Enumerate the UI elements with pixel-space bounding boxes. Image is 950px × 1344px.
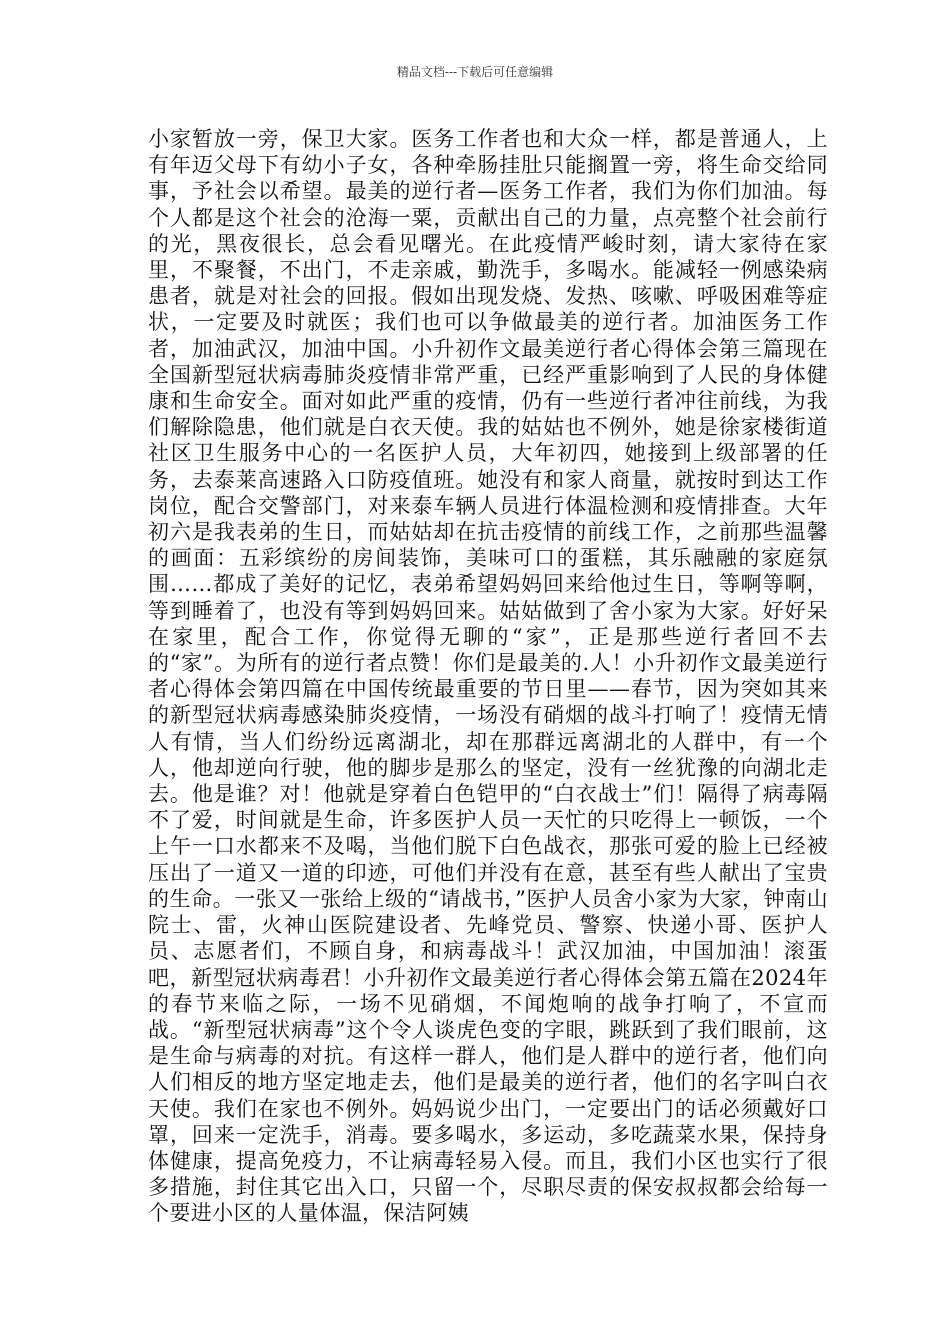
body-paragraph: 小家暂放一旁，保卫大家。医务工作者也和大众一样，都是普通人，上有年迈父母下有幼小子女，各种牵肠挂肚只能搁置一旁，将生命交给同事，予社会以希望。最美的逆行者—医务工作者，我们为你们加油。每个人都是这个社会的沧海一粟，贡献出自己的力量，点亮整个社会前行的光，黑夜很长，总会看见曙光。在此疫情严峻时刻，请大家待在家里，不聚餐，不出门，不走亲戚，勤洗手，多喝水。能减轻一例感染病患者，就是对社会的回报。假如出现发烧、发热、咳嗽、呼吸困难等症状，一定要及时就医；我们也可以争做最美的逆行者。加油医务工作者，加油武汉，加油中国。小升初作文最美逆行者心得体会第三篇现在全国新型冠状病毒肺炎疫情非常严重，已经严重影响到了人民的身体健康和生命安全。面对如此严重的疫情，仍有一些逆行者冲往前线，为我们解除隐患，他们就是白衣天使。我的姑姑也不例外，她是徐家楼街道社区卫生服务中心的一名医护人员，大年初四，她接到上级部署的任务，去泰莱高速路入口防疫值班。她没有和家人商量，就按时到达工作岗位，配合交警部门，对来泰车辆人员进行体温检测和疫情排查。大年初六是我表弟的生日，而姑姑却在抗击疫情的前线工作，之前那些温馨的画面：五彩缤纷的房间装饰，美味可口的蛋糕，其乐融融的家庭氛围……都成了美好的记忆，表弟希望妈妈回来给他过生日，等啊等啊，等到睡着了，也没有等到妈妈回来。姑姑做到了舍小家为大家。好好呆在家里，配合工作，你觉得无聊的“家”，正是那些逆行者回不去的“家”。为所有的逆行者点赞！你们是最美的.人！小升初作文最美逆行者心得体会第四篇在中国传统最重要的节日里——春节，因为突如其来的新型冠状病毒感染肺炎疫情，一场没有硝烟的战斗打响了！疫情无情人有情，当人们纷纷远离湖北，却在那群远离湖北的人群中，有一个人，他却逆向行驶，他的脚步是那么的坚定，没有一丝犹豫的向湖北走去。他是谁？对！他就是穿着白色铠甲的“白衣战士”们！隔得了病毒隔不了爱，时间就是生命，许多医护人员一天忙的只吃得上一顿饭，一个上午一口水都来不及喝，当他们脱下白色战衣，那张可爱的脸上已经被压出了一道又一道的印迹，可他们并没有在意，甚至有些人献出了宝贵的生命。一张又一张给上级的“请战书，”医护人员舍小家为大家，钟南山院士、雷，火神山医院建设者、先峰党员、警察、快递小哥、医护人员、志愿者们，不顾自身，和病毒战斗！武汉加油，中国加油！滚蛋吧，新型冠状病毒君！小升初作文最美逆行者心得体会第五篇在2024年的春节来临之际，一场不见硝烟，不闻炮响的战争打响了，不宣而战。“新型冠状病毒”这个令人谈虎色变的字眼，跳跃到了我们眼前，这是生命与病毒的对抗。有这样一群人，他们是人群中的逆行者，他们向人们相反的地方坚定地走去，他们是最美的逆行者，他们的名字叫白衣天使。我们在家也不例外。妈妈说少出门，一定要出门的话必须戴好口罩，回来一定洗手，消毒。要多喝水，多运动，多吃蔬菜水果，保持身体健康，提高免疫力，不让病毒轻易入侵。而且，我们小区也实行了很多措施，封住其它出入口，只留一个，尽职尽责的保安叔叔都会给每一个要进小区的人量体温，保洁阿姨	[148, 127, 828, 1226]
page-header: 精品文档---下载后可任意编辑	[396, 65, 554, 79]
